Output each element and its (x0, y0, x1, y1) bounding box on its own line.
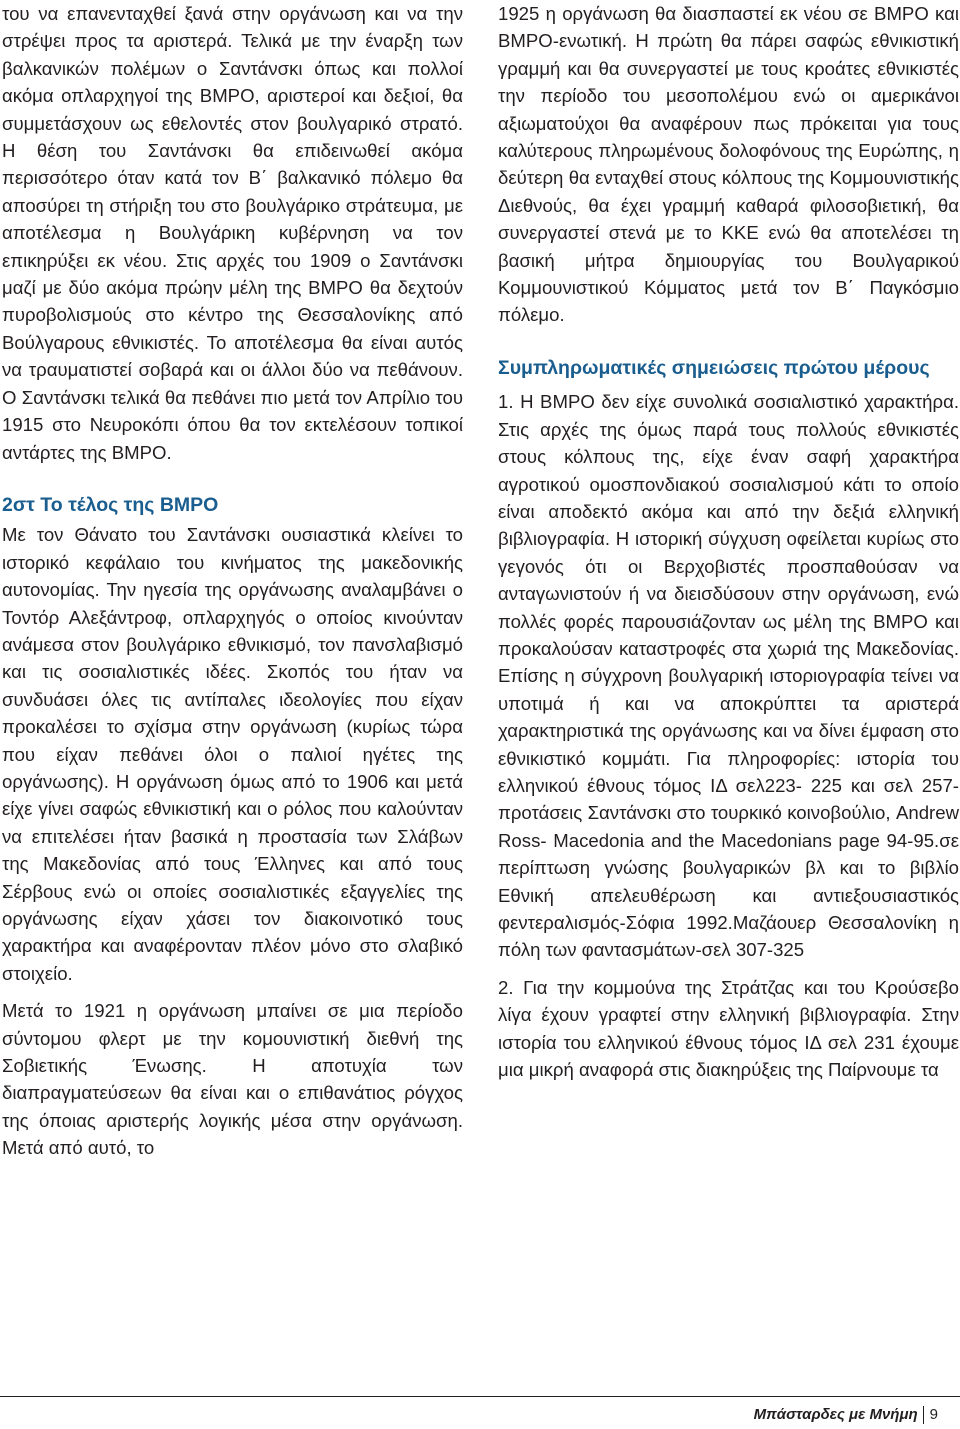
body-paragraph: Μετά το 1921 η οργάνωση μπαίνει σε μια περίοδο σύντομου φλερτ με την κομουνιστική διεθνή της Σοβιετικής Ένωσης. Η αποτυχία των διαπραγματεύσεων θα είναι και ο επιθανάτιος ρόγχος της όποιας αριστερής λογικής μέσα στην οργάνωση. Μετά από αυτό, το (2, 1000, 463, 1159)
body-paragraph: 1925 η οργάνωση θα διασπαστεί εκ νέου σε ΒΜΡΟ και ΒΜΡΟ-ενωτική. Η πρώτη θα πάρει σαφώς εθνικιστική γραμμή και θα συνεργαστεί με τους κροάτες εθνικιστές την περίοδο του μεσοπολέμου ενώ οι αμερικάνοι αξιωματούχοι θα αναφέρουν πως πρόκειται για τους καλύτερους πληρωμένους δολοφόνους της Ευρώπης, η δεύτερη θα ενταχθεί στους κόλπους της Κομμουνιστικής Διεθνούς, θα έχει γραμμή καθαρά φιλοσοβιετική, θα συνεργαστεί στενά με το ΚΚΕ ενώ θα αποτελέσει τη βασική μήτρα δημιουργίας του Βουλγαρικού Κομμουνιστικού Κόμματος μετά τον Β΄ Παγκόσμιο πόλεμο. (498, 3, 959, 326)
left-column (2, 0, 463, 1162)
footer-rule (0, 1396, 960, 1397)
note-paragraph: 2. Για την κομμούνα της Στράτζας και του Κρούσεβο λίγα έχουν γραφτεί στην ελληνική βιβλιογραφία. Στην ιστορία του ελληνικού έθνους τόμος ΙΔ σελ 231 έχουμε μια μικρή αναφορά στις διακηρύξεις της Παίρνουμε τα (498, 976, 959, 1081)
publication-title: Μπάσταρδες με Μνήμη (753, 1406, 918, 1423)
note-paragraph: 1. Η ΒΜΡΟ δεν είχε συνολικά σοσιαλιστικό χαρακτήρα. Στις αρχές της όμως παρά τους πολλούς εθνικιστές στους κόλπους της, είχε έναν σαφή χαρακτήρα αγροτικού ομοσπονδιακού σοσιαλισμού κάτι το οποίο είναι αποδεκτό ακόμα και από την δεξιά ελληνική βιβλιογραφία. Η ιστορική σύγχυση οφείλεται κυρίως στο γεγονός ότι οι Βερχοβιστές προσπαθούσαν να ανταγωνιστούν ή να διεισδύσουν στην οργάνωση, ενώ πολλές φορές παρουσιάζονταν ως μέλη της ΒΜΡΟ και προκαλούσαν καταστροφές στα χωριά της Μακεδονίας. Επίσης η σύγχρονη βουλγαρική ιστοριογραφία τείνει να υποτιμά ή και να αποκρύπτει τα αριστερά χαρακτηριστικά της οργάνωσης και να δίνει έμφαση στο εθνικιστικό κομμάτι. Για πληροφορίες: ιστορία του ελληνικού έθνους τόμος ΙΔ σελ223- 225 και σελ 257-προτάσεις Σαντάνσκι στο τουρκικό κοινοβούλιο, Andrew Ross- Macedonia and the Macedonians page 94-95.σε περίπτωση γνώσης βουλγαρικών βλ και το βιβλίο Εθνική απελευθέρωση και αντιεξουσιαστικός φεντεραλισμός-Σόφια 1992.Μαζάουερ Θεσσαλονίκη η πόλη των φαντασμάτων-σελ 307-325 (498, 391, 959, 961)
footer-divider (923, 1406, 924, 1424)
notes-heading: Συμπληρωματικές σημειώσεις πρώτου μέρους (498, 356, 930, 379)
body-paragraph: Με τον Θάνατο του Σαντάνσκι ουσιαστικά κλείνει το ιστορικό κεφάλαιο του κινήματος της μακεδονικής αυτονομίας. Την ηγεσία της οργάνωσης αναλαμβάνει ο Τοντόρ Αλεξάντροφ, οπλαρχηγός ο οποίος κινούνταν ανάμεσα στον βουλγάρικο εθνικισμό, τον πανσλαβισμό και τις σοσιαλιστικές ιδέες. Σκοπός του ήταν να συνδυάσει όλες τις αντίπαλες ιδεολογίες που είχαν προκαλέσει το σχίσμα στην οργάνωση (κυρίως τώρα που είχαν πεθάνει όλοι ο παλιοί ηγέτες της οργάνωσης). Η οργάνωση όμως από το 1906 και μετά είχε γίνει σαφώς εθνικιστική και ο ρόλος που καλούνταν να επιτελέσει ήταν βασικά η προστασία των Σλάβων της Μακεδονίας από τους Έλληνες και από τους Σέρβους ενώ οι οποίες σοσιαλιστικές εξαγγελίες της οργάνωσης είχαν χάσει τον διακοινοτικό τους χαρακτήρα και αναφέρονταν πλέον μόνο στο σλαβικό στοιχείο. (2, 524, 463, 984)
body-paragraph: του να επανενταχθεί ξανά στην οργάνωση και να την στρέψει προς τα αριστερά. Τελικά με την έναρξη των βαλκανικών πολέμων ο Σαντάνσκι όπως και πολλοί ακόμα οπλαρχηγοί της ΒΜΡΟ, αριστεροί και δεξιοί, θα συμμετάσχουν ως εθελοντές στον βουλγαρικό στρατό. Η θέση του Σαντάνσκι θα επιδεινωθεί ακόμα περισσότερο όταν κατά τον Β΄ βαλκανικό πόλεμο θα αποσύρει τη στήριξη του στο βουλγάρικο στράτευμα, με αποτέλεσμα η Βουλγάρικη κυβέρνηση να τον επικηρύξει εκ νέου. Στις αρχές του 1909 ο Σαντάνσκι μαζί με δύο ακόμα πρώην μέλη της ΒΜΡΟ θα δεχτούν πυροβολισμούς στο κέντρο της Θεσσαλονίκης από Βούλγαρους εθνικιστές. Το αποτέλεσμα θα είναι αυτός να τραυματιστεί σοβαρά και οι άλλοι δύο να πεθάνουν. Ο Σαντάνσκι τελικά θα πεθάνει πιο μετά τον Απρίλιο του 1915 στο Νευροκόπι όπου θα τον εκτελέσουν τοπικοί αντάρτες της ΒΜΡΟ. (2, 3, 463, 463)
page-number: 9 (929, 1406, 938, 1423)
page-footer (754, 1406, 938, 1424)
section-heading: 2στ Το τέλος της ΒΜΡΟ (2, 493, 219, 516)
right-column (498, 0, 959, 1083)
